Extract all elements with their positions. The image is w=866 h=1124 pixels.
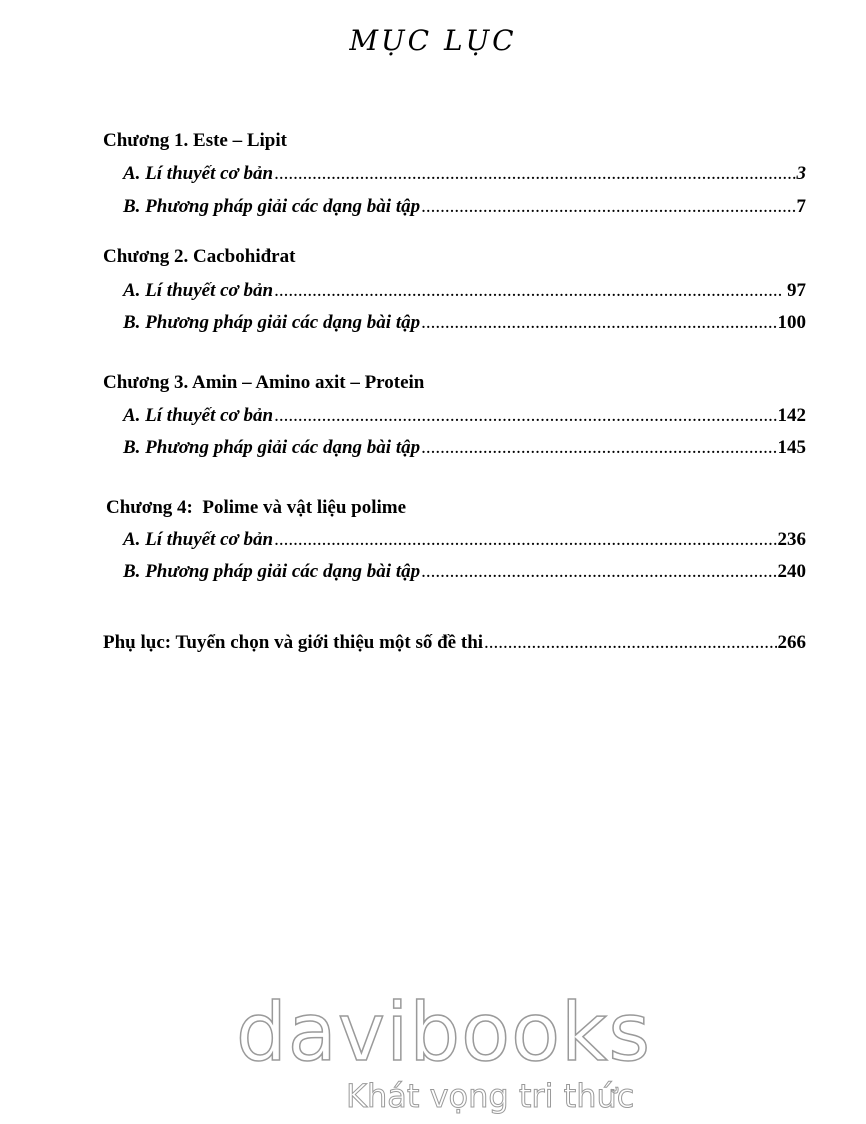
chapter-1-heading: Chương 1. Este – Lipit [103, 130, 287, 151]
dot-leader [274, 280, 781, 302]
toc-entry-ch4-b[interactable] [123, 561, 806, 583]
toc-entry-page: 236 [777, 529, 806, 550]
dot-leader [421, 312, 776, 334]
toc-entry-ch3-b[interactable] [123, 437, 806, 459]
watermark-logo [236, 985, 652, 1115]
toc-entry-page: 3 [796, 163, 806, 184]
toc-entry-label: Phụ lục: Tuyển chọn và giới thiệu một số đề thi [103, 632, 484, 653]
toc-entry-ch2-a[interactable] [123, 280, 806, 302]
toc-entry-label: A. Lí thuyết cơ bản [123, 405, 274, 426]
watermark-brand: davibooks [236, 986, 652, 1079]
toc-entry-label: A. Lí thuyết cơ bản [123, 529, 274, 550]
dot-leader [274, 405, 776, 427]
toc-entry-page: 266 [777, 632, 806, 653]
page-title: MỤC LỤC [349, 24, 517, 57]
watermark-tagline: Khát vọng tri thức [346, 1077, 635, 1115]
toc-entry-label: B. Phương pháp giải các dạng bài tập [123, 312, 421, 333]
dot-leader [274, 163, 795, 185]
toc-entry-page: 145 [777, 437, 806, 458]
dot-leader [421, 196, 795, 218]
dot-leader [274, 529, 776, 551]
toc-entry-page: 97 [782, 280, 806, 301]
toc-entry-ch1-a[interactable] [123, 163, 806, 185]
toc-entry-label: B. Phương pháp giải các dạng bài tập [123, 561, 421, 582]
toc-entry-page: 240 [777, 561, 806, 582]
toc-entry-page: 142 [777, 405, 806, 426]
toc-entry-ch4-a[interactable] [123, 529, 806, 551]
toc-entry-ch2-b[interactable] [123, 312, 806, 334]
toc-entry-ch1-b[interactable] [123, 196, 806, 218]
chapter-3-heading: Chương 3. Amin – Amino axit – Protein [103, 372, 425, 393]
dot-leader [421, 561, 776, 583]
toc-entry-label: B. Phương pháp giải các dạng bài tập [123, 437, 421, 458]
toc-entry-ch3-a[interactable] [123, 405, 806, 427]
toc-entry-label: A. Lí thuyết cơ bản [123, 163, 274, 184]
toc-entry-label: A. Lí thuyết cơ bản [123, 280, 274, 301]
toc-entry-label: B. Phương pháp giải các dạng bài tập [123, 196, 421, 217]
chapter-4-heading: Chương 4: Polime và vật liệu polime [106, 497, 407, 518]
dot-leader [484, 632, 776, 654]
chapter-2-heading: Chương 2. Cacbohiđrat [103, 246, 296, 267]
dot-leader [421, 437, 776, 459]
toc-entry-page: 100 [777, 312, 806, 333]
toc-entry-page: 7 [796, 196, 806, 217]
toc-entry-appendix[interactable] [103, 632, 806, 654]
